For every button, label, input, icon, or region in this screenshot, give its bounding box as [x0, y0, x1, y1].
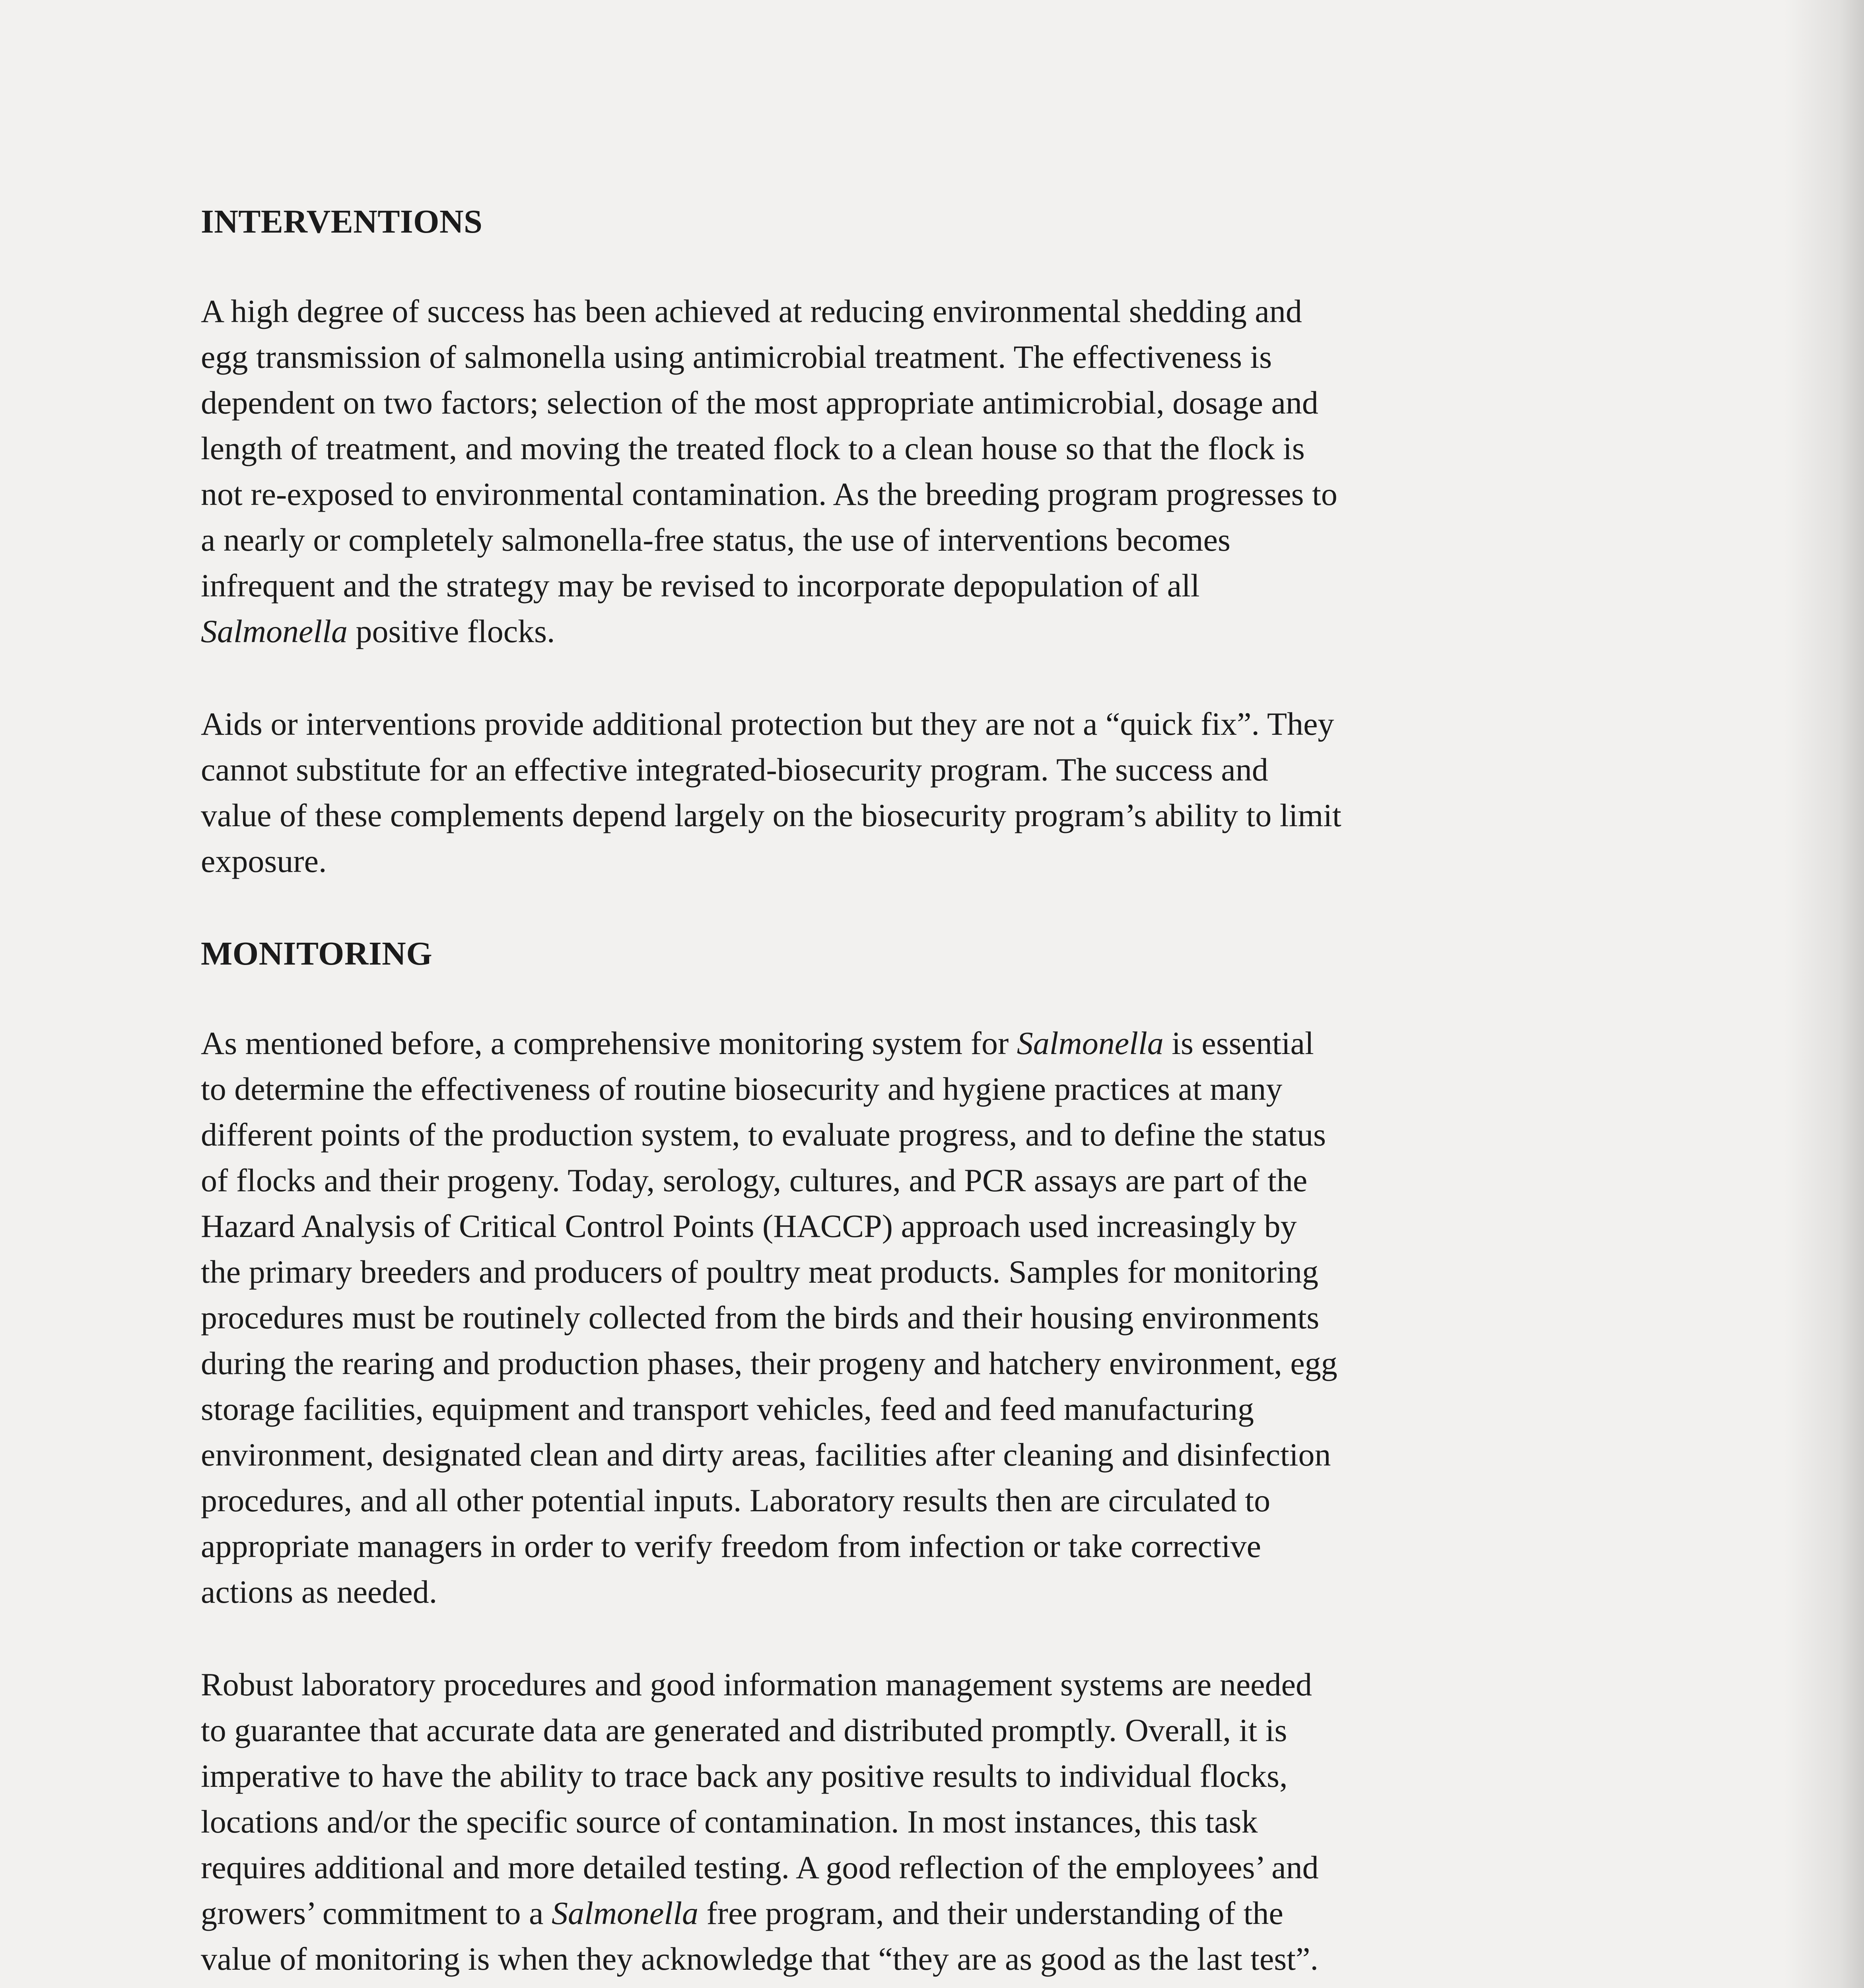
text-line — [201, 288, 1617, 334]
text-line — [201, 1753, 1617, 1799]
text-run: procedures must be routinely collected from the birds and their housing environments — [201, 1299, 1320, 1336]
section-heading: INTERVENTIONS — [201, 203, 483, 240]
text-run: not re-exposed to environmental contamination. As the breeding program progresses to — [201, 476, 1337, 512]
text-run: Robust laboratory procedures and good information management systems are needed — [201, 1666, 1312, 1703]
text-line — [201, 1066, 1617, 1112]
text-run: to determine the effectiveness of routine biosecurity and hygiene practices at many — [201, 1071, 1283, 1107]
italic-term: Salmonella — [1017, 1025, 1164, 1061]
paragraph — [201, 1662, 1617, 1982]
text-line — [201, 425, 1617, 471]
text-run: storage facilities, equipment and transport vehicles, feed and feed manufacturing — [201, 1391, 1254, 1427]
text-run: value of these complements depend largely on the biosecurity program’s ability to limit — [201, 797, 1341, 833]
text-line — [201, 1707, 1617, 1753]
text-line — [201, 1477, 1617, 1523]
text-line — [201, 380, 1617, 425]
text-run: dependent on two factors; selection of the most appropriate antimicrobial, dosage and — [201, 384, 1318, 421]
text-line — [201, 608, 1617, 654]
text-line — [201, 1020, 1617, 1066]
text-line — [201, 1295, 1617, 1340]
text-run: a nearly or completely salmonella-free status, the use of interventions becomes — [201, 522, 1230, 558]
text-run: value of monitoring is when they acknowledge that “they are as good as the last test”. — [201, 1941, 1318, 1977]
section-heading: MONITORING — [201, 935, 433, 972]
text-line — [201, 563, 1617, 608]
text-run: egg transmission of salmonella using antimicrobial treatment. The effectiveness is — [201, 339, 1272, 375]
text-run: imperative to have the ability to trace back any positive results to individual flocks, — [201, 1758, 1288, 1794]
text-run: A high degree of success has been achieved at reducing environmental shedding and — [201, 293, 1302, 329]
text-line — [201, 1112, 1617, 1157]
text-run: environment, designated clean and dirty areas, facilities after cleaning and disinfection — [201, 1437, 1331, 1473]
text-run: free program, and their understanding of the — [698, 1895, 1283, 1931]
text-line — [201, 1523, 1617, 1569]
paragraph — [201, 288, 1617, 654]
text-line — [201, 1432, 1617, 1477]
text-run: exposure. — [201, 843, 327, 879]
text-run: infrequent and the strategy may be revised to incorporate depopulation of all — [201, 567, 1200, 604]
page-edge-shadow — [1784, 0, 1864, 1988]
text-run: growers’ commitment to a — [201, 1895, 552, 1931]
text-line — [201, 1844, 1617, 1890]
text-line — [201, 701, 1617, 747]
text-line — [201, 838, 1617, 884]
italic-term: Salmonella — [201, 613, 348, 649]
text-line — [201, 1340, 1617, 1386]
text-line — [201, 517, 1617, 563]
paragraph — [201, 1020, 1617, 1615]
paragraph — [201, 701, 1617, 884]
text-line — [201, 1662, 1617, 1707]
text-run: of flocks and their progeny. Today, serology, cultures, and PCR assays are part of the — [201, 1162, 1308, 1198]
document-body — [201, 199, 1617, 1988]
text-run: actions as needed. — [201, 1574, 437, 1610]
text-run: Hazard Analysis of Critical Control Points (HACCP) approach used increasingly by — [201, 1208, 1297, 1244]
text-run: requires additional and more detailed testing. A good reflection of the employees’ and — [201, 1849, 1319, 1885]
text-line — [201, 747, 1617, 792]
text-run: Aids or interventions provide additional protection but they are not a “quick fix”. They — [201, 706, 1334, 742]
text-run: procedures, and all other potential inputs. Laboratory results then are circulated to — [201, 1482, 1271, 1518]
text-run: during the rearing and production phases, their progeny and hatchery environment, egg — [201, 1345, 1337, 1381]
text-line — [201, 1569, 1617, 1615]
text-line — [201, 1890, 1617, 1936]
text-line — [201, 1249, 1617, 1295]
text-run: is essential — [1163, 1025, 1314, 1061]
text-run: different points of the production system, to evaluate progress, and to define the status — [201, 1116, 1326, 1153]
italic-term: Salmonella — [552, 1895, 698, 1931]
text-run: appropriate managers in order to verify freedom from infection or take corrective — [201, 1528, 1261, 1564]
text-run: locations and/or the specific source of contamination. In most instances, this task — [201, 1804, 1258, 1840]
text-line — [201, 1799, 1617, 1844]
interventions-section — [201, 199, 1617, 884]
text-run: positive flocks. — [347, 613, 555, 649]
text-line — [201, 1157, 1617, 1203]
text-line — [201, 334, 1617, 380]
text-run: As mentioned before, a comprehensive monitoring system for — [201, 1025, 1017, 1061]
text-line — [201, 471, 1617, 517]
text-line — [201, 1203, 1617, 1249]
text-line — [201, 1936, 1617, 1982]
text-run: to guarantee that accurate data are generated and distributed promptly. Overall, it is — [201, 1712, 1287, 1748]
text-run: length of treatment, and moving the treated flock to a clean house so that the flock is — [201, 430, 1305, 466]
text-line — [201, 792, 1617, 838]
text-run: the primary breeders and producers of poultry meat products. Samples for monitoring — [201, 1254, 1319, 1290]
text-line — [201, 1386, 1617, 1432]
monitoring-section — [201, 931, 1617, 1988]
text-run: cannot substitute for an effective integrated-biosecurity program. The success and — [201, 751, 1268, 788]
